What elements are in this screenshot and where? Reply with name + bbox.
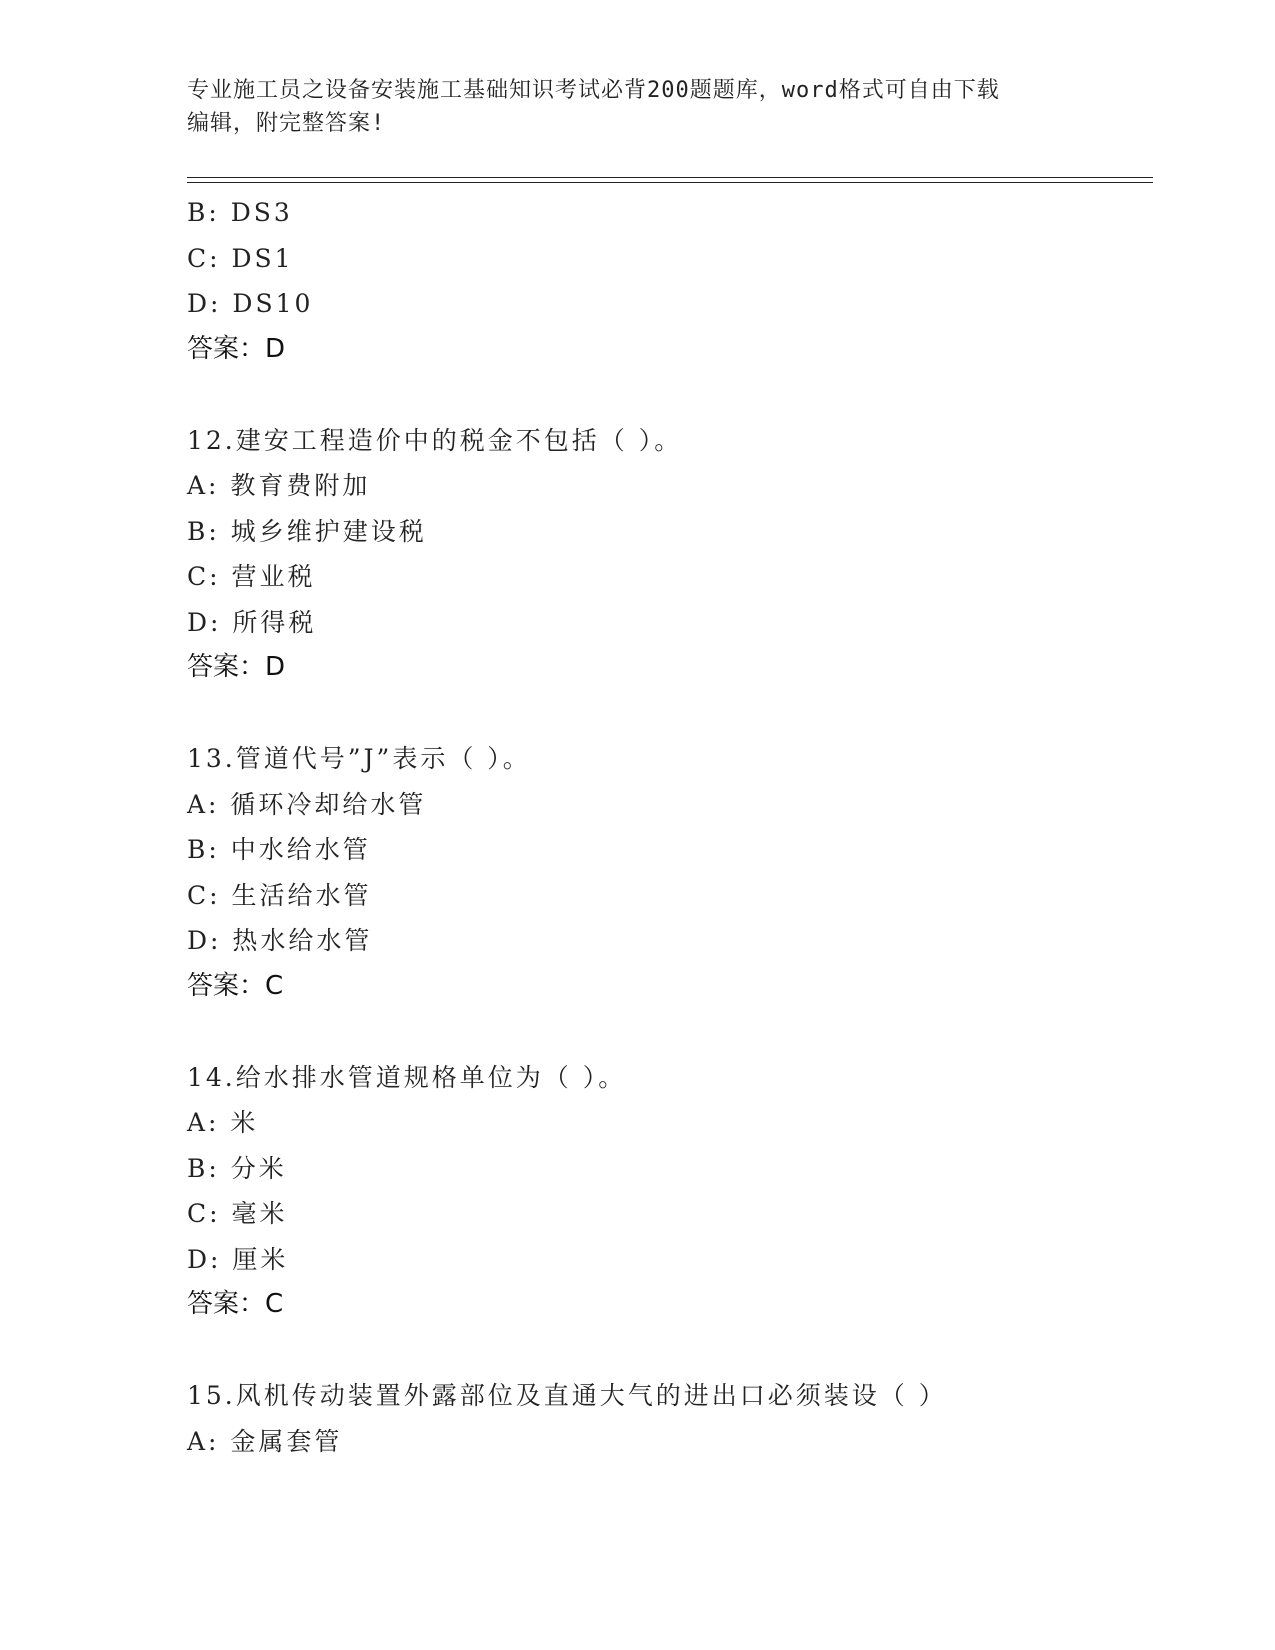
option-b: B: 分米	[187, 1153, 287, 1183]
question-list	[187, 190, 1147, 1464]
header-line-2: 编辑，附完整答案!	[187, 111, 386, 136]
answer: 答案：C	[187, 1289, 284, 1319]
answer: 答案：D	[187, 652, 286, 682]
question-stem: 13.管道代号”J”表示（ ）。	[187, 744, 531, 773]
question-15	[187, 1373, 1147, 1464]
option-b: B: 城乡维护建设税	[187, 516, 427, 546]
option-a: A: 教育费附加	[187, 471, 371, 500]
option-d: D: 厘米	[187, 1244, 289, 1274]
answer: 答案：C	[187, 970, 284, 1001]
question-stem: 15.风机传动装置外露部位及直通大气的进出口必须装设（ ）	[187, 1381, 947, 1410]
option-a: A: 米	[187, 1108, 259, 1137]
option-c: C: 营业税	[187, 562, 316, 591]
spacer	[187, 1009, 1147, 1055]
question-14	[187, 1055, 1147, 1328]
option-c: C: DS1	[187, 243, 294, 273]
question-13	[187, 736, 1147, 1009]
option-d: D: 所得税	[187, 607, 317, 637]
spacer	[187, 1328, 1147, 1374]
option-a: A: 金属套管	[187, 1426, 343, 1456]
option-c: C: 毫米	[187, 1199, 288, 1228]
option-d: D: 热水给水管	[187, 926, 373, 955]
spacer	[187, 372, 1147, 418]
option-a: A: 循环冷却给水管	[187, 789, 427, 819]
option-d: D: DS10	[187, 289, 314, 318]
option-b: B: DS3	[187, 198, 293, 227]
spacer	[187, 691, 1147, 737]
header-line-1: 专业施工员之设备安装施工基础知识考试必背200题题库，word格式可自由下载	[187, 78, 1000, 103]
question-12	[187, 418, 1147, 691]
header-rule-top	[187, 177, 1153, 178]
document-header	[187, 74, 1087, 140]
question-stem: 12.建安工程造价中的税金不包括（ ）。	[187, 425, 683, 455]
question-stem: 14.给水排水管道规格单位为（ ）。	[187, 1062, 627, 1092]
option-c: C: 生活给水管	[187, 880, 372, 910]
option-b: B: 中水给水管	[187, 835, 371, 864]
question-11-continued	[187, 190, 1147, 372]
answer: 答案：D	[187, 333, 286, 364]
header-rule-bottom	[187, 182, 1153, 183]
